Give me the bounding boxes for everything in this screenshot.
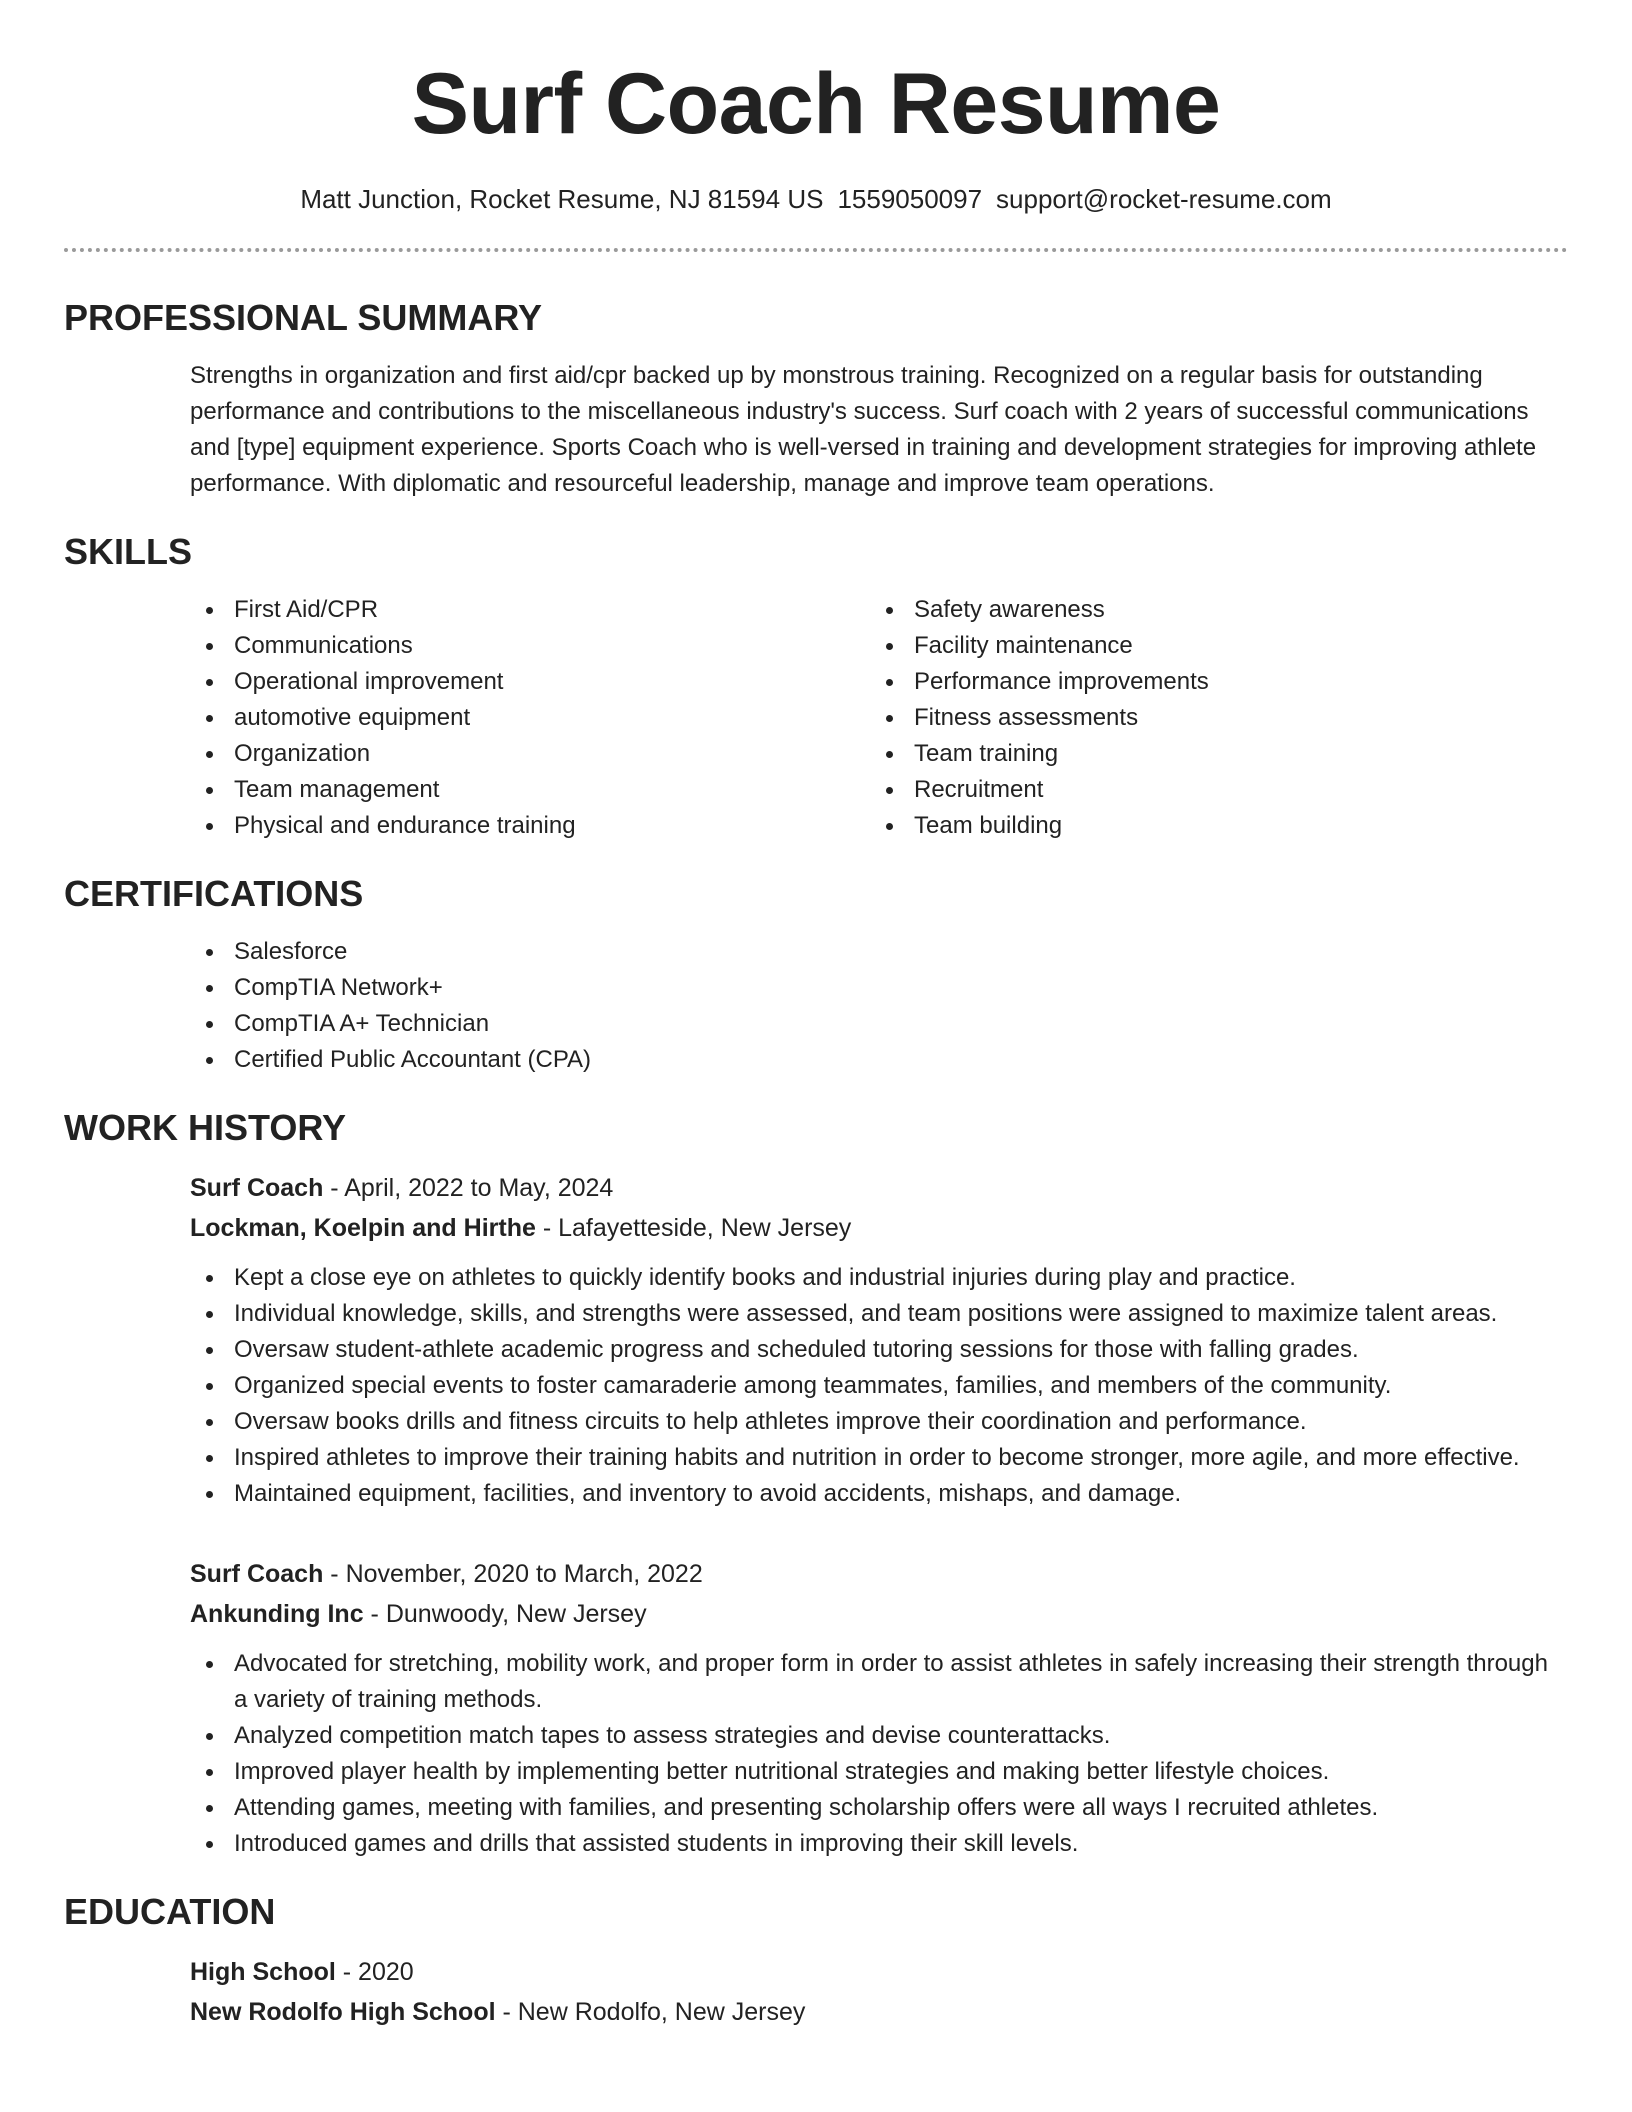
education-location: - New Rodolfo, New Jersey — [495, 1998, 806, 2026]
certifications-list — [190, 934, 1568, 1078]
job-location: - Lafayetteside, New Jersey — [535, 1214, 852, 1242]
job-entry — [190, 1168, 1568, 1512]
job-company-line — [190, 1208, 1568, 1248]
skill-item: automotive equipment — [190, 700, 870, 736]
education-degree-line — [190, 1952, 1568, 1992]
skills-left-column — [190, 592, 870, 844]
skill-item: Operational improvement — [190, 664, 870, 700]
certification-item: Salesforce — [190, 934, 1568, 970]
job-title-line — [190, 1168, 1568, 1208]
job-title: Surf Coach — [190, 1560, 324, 1588]
education-school: New Rodolfo High School — [190, 1998, 496, 2026]
job-duties-list — [190, 1260, 1568, 1512]
skill-item: Recruitment — [870, 772, 1550, 808]
skill-item: Performance improvements — [870, 664, 1550, 700]
job-duties-list — [190, 1646, 1568, 1862]
education-degree: High School — [190, 1958, 336, 1986]
certification-item: Certified Public Accountant (CPA) — [190, 1042, 1568, 1078]
skill-item: Physical and endurance training — [190, 808, 870, 844]
certifications-section — [64, 872, 1568, 1078]
job-dates: - April, 2022 to May, 2024 — [323, 1174, 614, 1202]
skill-item: Fitness assessments — [870, 700, 1550, 736]
skill-item: Facility maintenance — [870, 628, 1550, 664]
job-dates: - November, 2020 to March, 2022 — [323, 1560, 703, 1588]
skill-item: Team training — [870, 736, 1550, 772]
certification-item: CompTIA Network+ — [190, 970, 1568, 1006]
education-section — [64, 1890, 1568, 2032]
job-location: - Dunwoody, New Jersey — [363, 1600, 647, 1628]
job-duty: Introduced games and drills that assisted students in improving their skill levels. — [190, 1826, 1568, 1862]
job-entry — [190, 1554, 1568, 1862]
job-duty: Individual knowledge, skills, and strengths were assessed, and team positions were assigned to maximize talent areas. — [190, 1296, 1568, 1332]
job-company-line — [190, 1594, 1568, 1634]
header-divider — [64, 248, 1568, 252]
job-title: Surf Coach — [190, 1174, 324, 1202]
education-school-line — [190, 1992, 1568, 2032]
education-heading: EDUCATION — [64, 1891, 276, 1932]
summary-text: Strengths in organization and first aid/cpr backed up by monstrous training. Recognized on a regular basis for outstanding performance and contributions to the miscellaneous industry's success. Surf coach with 2 years of successful communications and [type] equipment experience. Sports Coach who is well-versed in training and development strategies for improving athlete performance. With diplomatic and resourceful leadership, manage and improve team operations. — [190, 362, 1537, 497]
certifications-heading: CERTIFICATIONS — [64, 873, 364, 914]
job-duty: Analyzed competition match tapes to assess strategies and devise counterattacks. — [190, 1718, 1568, 1754]
job-duty: Organized special events to foster camaraderie among teammates, families, and members of the community. — [190, 1368, 1568, 1404]
job-title-line — [190, 1554, 1568, 1594]
skill-item: Communications — [190, 628, 870, 664]
job-company: Lockman, Koelpin and Hirthe — [190, 1214, 536, 1242]
job-duty: Maintained equipment, facilities, and inventory to avoid accidents, mishaps, and damage. — [190, 1476, 1568, 1512]
contact-line — [64, 182, 1568, 216]
education-year: - 2020 — [335, 1958, 414, 1986]
job-duty: Oversaw student-athlete academic progress and scheduled tutoring sessions for those with falling grades. — [190, 1332, 1568, 1368]
summary-heading: PROFESSIONAL SUMMARY — [64, 297, 543, 338]
certification-item: CompTIA A+ Technician — [190, 1006, 1568, 1042]
job-duty: Kept a close eye on athletes to quickly identify books and industrial injuries during play and practice. — [190, 1260, 1568, 1296]
skills-section — [64, 530, 1568, 844]
contact-email: support@rocket-resume.com — [996, 184, 1332, 214]
resume-title: Surf Coach Resume — [411, 56, 1221, 152]
job-duty: Attending games, meeting with families, and presenting scholarship offers were all ways I recruited athletes. — [190, 1790, 1568, 1826]
skill-item: Team building — [870, 808, 1550, 844]
skills-heading: SKILLS — [64, 531, 193, 572]
job-duty: Oversaw books drills and fitness circuits to help athletes improve their coordination and performance. — [190, 1404, 1568, 1440]
summary-section — [64, 296, 1568, 502]
skills-grid — [190, 592, 1568, 844]
work-history-heading: WORK HISTORY — [64, 1107, 347, 1148]
job-duty: Advocated for stretching, mobility work, and proper form in order to assist athletes in safely increasing their strength through a variety of training methods. — [190, 1646, 1568, 1718]
job-company: Ankunding Inc — [190, 1600, 364, 1628]
contact-phone: 1559050097 — [837, 184, 983, 214]
skill-item: Safety awareness — [870, 592, 1550, 628]
work-history-section — [64, 1106, 1568, 1862]
skill-item: Organization — [190, 736, 870, 772]
contact-address: Matt Junction, Rocket Resume, NJ 81594 US — [300, 184, 824, 214]
job-duty: Inspired athletes to improve their training habits and nutrition in order to become stronger, more agile, and more effective. — [190, 1440, 1568, 1476]
job-duty: Improved player health by implementing better nutritional strategies and making better lifestyle choices. — [190, 1754, 1568, 1790]
skill-item: Team management — [190, 772, 870, 808]
skill-item: First Aid/CPR — [190, 592, 870, 628]
skills-right-column — [870, 592, 1550, 844]
